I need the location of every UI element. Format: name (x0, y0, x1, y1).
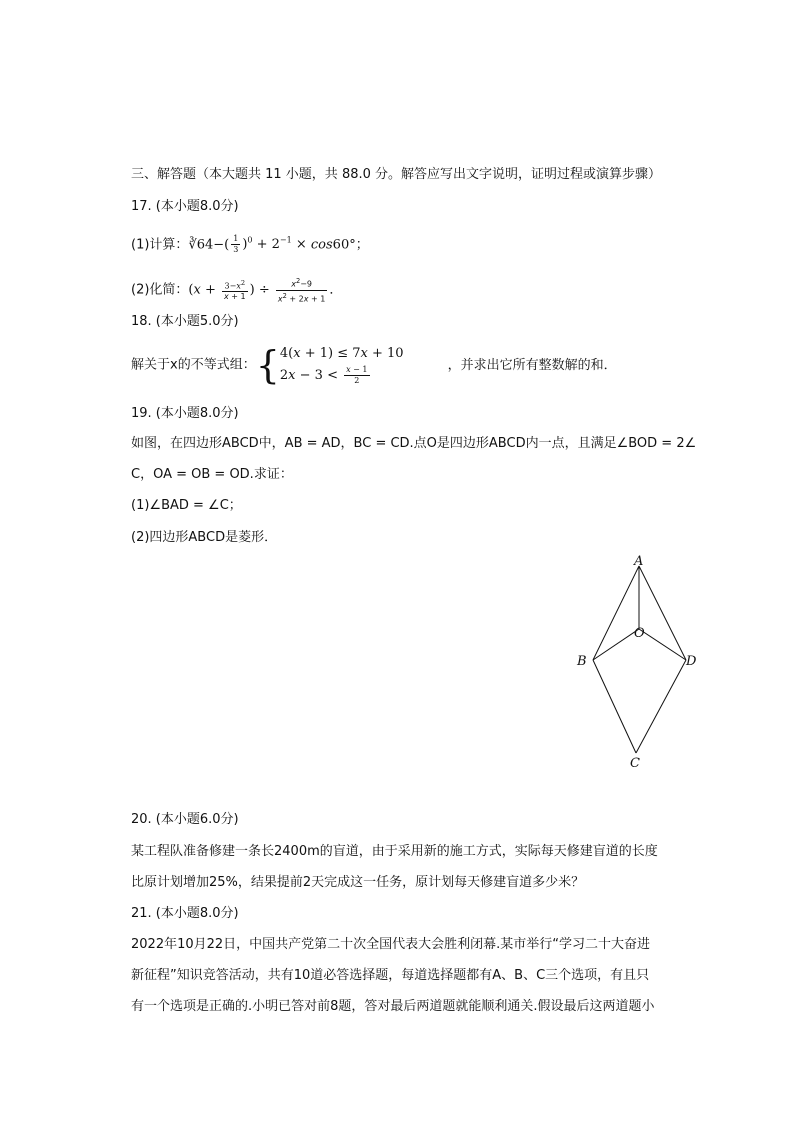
brace-icon: { (255, 343, 280, 387)
q17-part1: (1)计算：∛64−( $\frac{1}{3}$ )$^0 + 2^{-1} \times \cos 60^\circ$； (131, 234, 369, 255)
q21-line3: 有一个选项是正确的.小明已答对前8题，答对最后两道题就能顺利通关.假设最后这两道题小 (131, 999, 655, 1014)
segment-do (639, 629, 686, 660)
q18-ineq2: 2x − 3 < $\frac{x - 1}{2}$ (279, 365, 368, 385)
q19-line1: 如图，在四边形ABCD中，AB = AD，BC = CD.点O是四边形ABCD内一点，且满足∠BOD = 2∠ (131, 436, 697, 451)
edge-ab (593, 566, 639, 660)
q17-header: 17. (本小题8.0分) (131, 199, 239, 214)
label-d: D (686, 654, 697, 669)
q21-header: 21. (本小题8.0分) (131, 906, 239, 921)
q17-part2: (2)化简：(x + $\frac{3-x^2}{x + 1}$ ) ÷ $\frac{x^2-9}{x^2 + 2x + 1}$ ． (131, 277, 343, 304)
section-header: 三、解答题（本大题共 11 小题，共 88.0 分。解答应写出文字说明，证明过程或演算步骤） (131, 167, 662, 182)
label-b: B (577, 654, 587, 669)
q18-header: 18. (本小题5.0分) (131, 314, 239, 329)
edge-dc (636, 660, 686, 753)
q21-line1: 2022年10月22日，中国共产党第二十次全国代表大会胜利闭幕.某市举行“学习二十大奋进 (131, 937, 651, 952)
q18-lead: 解关于x的不等式组： (131, 357, 256, 373)
q19-line2: C，OA = OB = OD.求证： (131, 467, 293, 482)
q20-line1: 某工程队准备修建一条长2400m的盲道，由于采用新的施工方式，实际每天修建盲道的长度 (131, 844, 658, 859)
edge-ad (639, 566, 686, 660)
q21-line2: 新征程”知识竞答活动，共有10道必答选择题，每道选择题都有A、B、C三个选项，有且只 (131, 968, 650, 983)
q18-body (131, 343, 617, 388)
label-c: C (630, 756, 640, 771)
q19-header: 19. (本小题8.0分) (131, 406, 239, 421)
q18-ineq1: 4(x + 1) ≤ 7x + 10 (279, 346, 404, 361)
q19-line4: (2)四边形ABCD是菱形． (131, 530, 278, 545)
q19-line3: (1)∠BAD = ∠C； (131, 498, 242, 513)
q20-header: 20. (本小题6.0分) (131, 812, 239, 827)
q20-line2: 比原计划增加25%，结果提前2天完成这一任务，原计划每天修建盲道多少米？ (131, 875, 585, 890)
q17-part2-label: (2)化简： (131, 282, 189, 298)
label-a: A (634, 554, 644, 569)
segment-bo (593, 629, 639, 660)
q18-tail: ，并求出它所有整数解的和． (447, 357, 617, 373)
q17-part1-label: (1)计算： (131, 237, 189, 253)
label-o: O (634, 626, 645, 641)
edge-bc (593, 660, 636, 753)
